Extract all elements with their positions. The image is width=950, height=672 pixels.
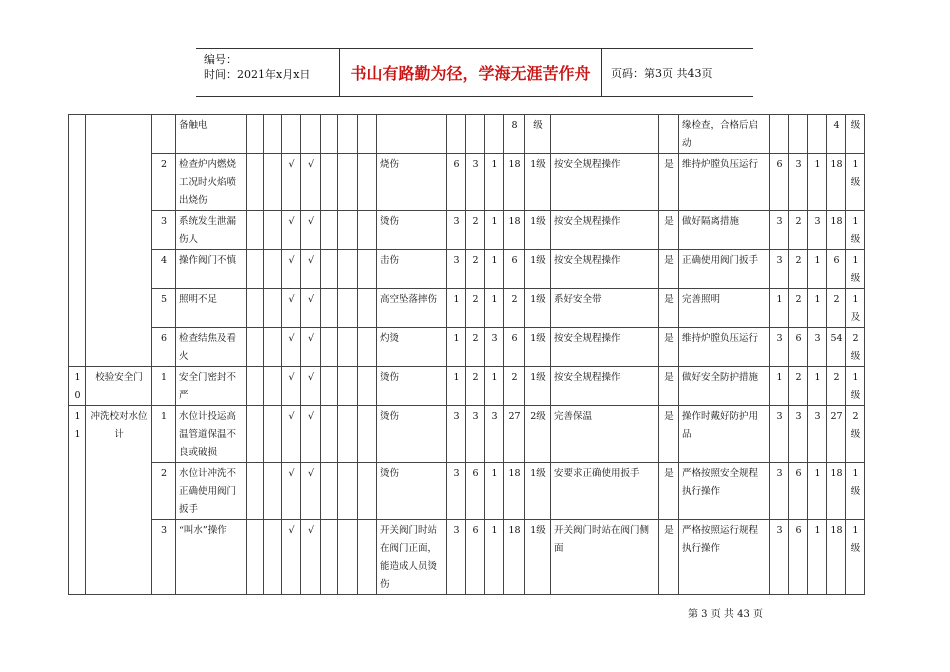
cell-measure: 系好安全带 [551, 289, 659, 328]
cell-m3: √ [282, 328, 301, 367]
cell-l2: 3 [770, 463, 789, 520]
cell-yn: 是 [659, 463, 679, 520]
cell-e: 2 [466, 367, 485, 406]
cell-level2: 1级 [846, 463, 865, 520]
cell-d: 2 [504, 367, 525, 406]
cell-l: 3 [447, 463, 466, 520]
cell-e2: 2 [789, 250, 808, 289]
cell-hazard: 备触电 [176, 115, 247, 154]
cell-m6 [338, 154, 358, 211]
cell-m7 [358, 115, 377, 154]
cell-c: 1 [485, 250, 504, 289]
cell-e: 6 [466, 520, 485, 595]
cell-yn: 是 [659, 367, 679, 406]
header-info [196, 49, 339, 96]
cell-consequence [377, 115, 447, 154]
cell-m2 [264, 250, 282, 289]
cell-consequence: 烧伤 [377, 154, 447, 211]
cell-yn: 是 [659, 211, 679, 250]
cell-d: 8 [504, 115, 525, 154]
cell-yn: 是 [659, 154, 679, 211]
cell-m3: √ [282, 520, 301, 595]
cell-yn: 是 [659, 250, 679, 289]
cell-level: 1级 [525, 463, 551, 520]
page-footer: 第 3 页 共 43 页 [688, 609, 763, 620]
cell-hazard: 水位计冲洗不正确使用阀门扳手 [176, 463, 247, 520]
cell-sub: 2 [152, 154, 176, 211]
cell-after: 严格按照运行规程执行操作 [679, 520, 770, 595]
cell-d2: 54 [827, 328, 846, 367]
cell-l: 1 [447, 328, 466, 367]
cell-m2 [264, 154, 282, 211]
cell-c2: 1 [808, 463, 827, 520]
cell-level2: 2级 [846, 328, 865, 367]
cell-l: 6 [447, 154, 466, 211]
cell-d2: 18 [827, 520, 846, 595]
cell-m4 [301, 115, 321, 154]
cell-c2: 3 [808, 328, 827, 367]
cell-e: 2 [466, 250, 485, 289]
cell-m5 [321, 250, 338, 289]
cell-level: 1级 [525, 328, 551, 367]
cell-level: 级 [525, 115, 551, 154]
cell-m2 [264, 289, 282, 328]
header-motto: 书山有路勤为径，学海无涯苦作舟 [339, 49, 602, 96]
cell-m7 [358, 250, 377, 289]
cell-m7 [358, 289, 377, 328]
table-row [69, 406, 865, 463]
cell-m3: √ [282, 154, 301, 211]
time-label: 时间：2021年x月x日 [204, 68, 311, 81]
cell-l: 1 [447, 367, 466, 406]
cell-m4: √ [301, 289, 321, 328]
cell-e2: 2 [789, 211, 808, 250]
cell-d2: 27 [827, 406, 846, 463]
cell-hazard: 照明不足 [176, 289, 247, 328]
cell-l: 3 [447, 250, 466, 289]
table-row [69, 463, 865, 520]
cell-m4: √ [301, 406, 321, 463]
table-row [69, 154, 865, 211]
cell-e2: 3 [789, 406, 808, 463]
cell-level: 1级 [525, 211, 551, 250]
cell-c: 3 [485, 328, 504, 367]
cell-level2: 1及 [846, 289, 865, 328]
cell-m6 [338, 463, 358, 520]
cell-c2: 1 [808, 520, 827, 595]
cell-m5 [321, 115, 338, 154]
cell-m1 [247, 520, 264, 595]
table-row [69, 520, 865, 595]
cell-e2: 6 [789, 463, 808, 520]
cell-m4: √ [301, 520, 321, 595]
cell-d2: 4 [827, 115, 846, 154]
cell-l2: 3 [770, 250, 789, 289]
cell-m5 [321, 289, 338, 328]
cell-m1 [247, 328, 264, 367]
cell-e: 2 [466, 289, 485, 328]
cell-hazard: 检查炉内燃烧工况时火焰喷出烧伤 [176, 154, 247, 211]
cell-m5 [321, 520, 338, 595]
cell-m3: √ [282, 406, 301, 463]
cell-m7 [358, 328, 377, 367]
cell-c2 [808, 115, 827, 154]
cell-level: 2级 [525, 406, 551, 463]
cell-c: 1 [485, 211, 504, 250]
cell-d: 6 [504, 328, 525, 367]
cell-l: 3 [447, 520, 466, 595]
cell-l2: 3 [770, 211, 789, 250]
cell-sub: 6 [152, 328, 176, 367]
cell-m7 [358, 463, 377, 520]
cell-l: 3 [447, 211, 466, 250]
cell-m1 [247, 115, 264, 154]
cell-e: 3 [466, 154, 485, 211]
cell-e: 2 [466, 211, 485, 250]
cell-c: 3 [485, 406, 504, 463]
cell-m6 [338, 367, 358, 406]
cell-seq: 11 [69, 406, 86, 595]
table-row [69, 250, 865, 289]
cell-measure: 安要求正确使用扳手 [551, 463, 659, 520]
cell-m2 [264, 463, 282, 520]
cell-d2: 18 [827, 154, 846, 211]
cell-c2: 1 [808, 250, 827, 289]
cell-consequence: 烫伤 [377, 367, 447, 406]
cell-measure: 按安全规程操作 [551, 154, 659, 211]
number-label: 编号： [204, 53, 237, 66]
cell-e2: 2 [789, 367, 808, 406]
cell-level: 1级 [525, 367, 551, 406]
cell-e2: 2 [789, 289, 808, 328]
cell-c: 1 [485, 520, 504, 595]
cell-c2: 1 [808, 154, 827, 211]
cell-e: 3 [466, 406, 485, 463]
cell-level2: 1级 [846, 211, 865, 250]
cell-sub: 3 [152, 211, 176, 250]
cell-level2: 1级 [846, 367, 865, 406]
cell-m2 [264, 328, 282, 367]
cell-hazard: 检查结焦及看火 [176, 328, 247, 367]
cell-c: 1 [485, 367, 504, 406]
cell-m7 [358, 367, 377, 406]
cell-m2 [264, 115, 282, 154]
cell-l2: 6 [770, 154, 789, 211]
cell-m7 [358, 520, 377, 595]
cell-m2 [264, 367, 282, 406]
cell-c2: 1 [808, 289, 827, 328]
cell-level: 1级 [525, 154, 551, 211]
cell-yn: 是 [659, 406, 679, 463]
cell-m3: √ [282, 367, 301, 406]
cell-d: 18 [504, 154, 525, 211]
cell-sub: 2 [152, 463, 176, 520]
cell-l2: 1 [770, 289, 789, 328]
cell-d: 6 [504, 250, 525, 289]
cell-c [485, 115, 504, 154]
cell-d: 27 [504, 406, 525, 463]
cell-measure: 按安全规程操作 [551, 250, 659, 289]
cell-level2: 2级 [846, 406, 865, 463]
cell-m6 [338, 406, 358, 463]
cell-m4: √ [301, 154, 321, 211]
cell-task: 校验安全门 [86, 367, 152, 406]
cell-m1 [247, 406, 264, 463]
cell-m1 [247, 250, 264, 289]
cell-after: 做好隔离措施 [679, 211, 770, 250]
cell-m3: √ [282, 289, 301, 328]
cell-m6 [338, 115, 358, 154]
cell-m6 [338, 520, 358, 595]
cell-m4: √ [301, 463, 321, 520]
cell-consequence: 高空坠落摔伤 [377, 289, 447, 328]
cell-m4: √ [301, 367, 321, 406]
cell-e2 [789, 115, 808, 154]
cell-d: 18 [504, 463, 525, 520]
cell-m6 [338, 289, 358, 328]
risk-assessment-table [68, 114, 865, 595]
cell-l2: 3 [770, 328, 789, 367]
cell-sub: 5 [152, 289, 176, 328]
cell-after: 维持炉膛负压运行 [679, 328, 770, 367]
cell-m3: √ [282, 211, 301, 250]
cell-m4: √ [301, 250, 321, 289]
cell-yn: 是 [659, 520, 679, 595]
cell-e [466, 115, 485, 154]
cell-d2: 6 [827, 250, 846, 289]
cell-l2: 1 [770, 367, 789, 406]
cell-hazard: 安全门密封不严 [176, 367, 247, 406]
cell-sub: 4 [152, 250, 176, 289]
cell-after: 做好安全防护措施 [679, 367, 770, 406]
cell-after: 严格按照安全规程执行操作 [679, 463, 770, 520]
cell-d: 18 [504, 211, 525, 250]
cell-c2: 1 [808, 367, 827, 406]
cell-level2: 级 [846, 115, 865, 154]
table-row [69, 115, 865, 154]
cell-measure: 按安全规程操作 [551, 367, 659, 406]
table-row [69, 289, 865, 328]
cell-l [447, 115, 466, 154]
cell-d2: 2 [827, 367, 846, 406]
cell-m4: √ [301, 211, 321, 250]
cell-m3 [282, 115, 301, 154]
cell-level2: 1级 [846, 520, 865, 595]
cell-m7 [358, 154, 377, 211]
cell-measure: 按安全规程操作 [551, 211, 659, 250]
cell-m5 [321, 211, 338, 250]
cell-sub [152, 115, 176, 154]
cell-d2: 2 [827, 289, 846, 328]
cell-c: 1 [485, 154, 504, 211]
cell-measure: 开关阀门时站在阀门侧面 [551, 520, 659, 595]
cell-sub: 1 [152, 367, 176, 406]
cell-task: 冲洗校对水位计 [86, 406, 152, 595]
cell-m2 [264, 520, 282, 595]
cell-c2: 3 [808, 406, 827, 463]
cell-m5 [321, 406, 338, 463]
cell-m6 [338, 328, 358, 367]
cell-after: 完善照明 [679, 289, 770, 328]
cell-after: 维持炉膛负压运行 [679, 154, 770, 211]
cell-m1 [247, 463, 264, 520]
cell-d: 2 [504, 289, 525, 328]
table-row [69, 211, 865, 250]
cell-consequence: 灼烫 [377, 328, 447, 367]
cell-m5 [321, 463, 338, 520]
cell-e2: 3 [789, 154, 808, 211]
cell-after: 操作时戴好防护用品 [679, 406, 770, 463]
cell-measure [551, 115, 659, 154]
cell-sub: 3 [152, 520, 176, 595]
cell-e2: 6 [789, 520, 808, 595]
cell-l: 3 [447, 406, 466, 463]
cell-c2: 3 [808, 211, 827, 250]
cell-hazard: “叫水”操作 [176, 520, 247, 595]
cell-m7 [358, 211, 377, 250]
cell-after: 缘检查，合格后启动 [679, 115, 770, 154]
cell-m1 [247, 367, 264, 406]
cell-measure: 按安全规程操作 [551, 328, 659, 367]
cell-yn: 是 [659, 328, 679, 367]
header-page-label: 页码：第3页 共43页 [611, 66, 713, 80]
cell-seq: 10 [69, 367, 86, 406]
cell-consequence: 烫伤 [377, 211, 447, 250]
cell-level: 1级 [525, 289, 551, 328]
cell-m6 [338, 211, 358, 250]
cell-level: 1级 [525, 520, 551, 595]
cell-hazard: 系统发生泄漏伤人 [176, 211, 247, 250]
cell-d: 18 [504, 520, 525, 595]
cell-m5 [321, 328, 338, 367]
cell-m1 [247, 289, 264, 328]
cell-l2 [770, 115, 789, 154]
cell-sub: 1 [152, 406, 176, 463]
cell-measure: 完善保温 [551, 406, 659, 463]
cell-m3: √ [282, 250, 301, 289]
cell-m2 [264, 406, 282, 463]
cell-consequence: 烫伤 [377, 463, 447, 520]
cell-e: 2 [466, 328, 485, 367]
cell-hazard: 操作阀门不慎 [176, 250, 247, 289]
cell-hazard: 水位计投运高温管道保温不良或破损 [176, 406, 247, 463]
cell-m2 [264, 211, 282, 250]
cell-consequence: 击伤 [377, 250, 447, 289]
cell-consequence: 烫伤 [377, 406, 447, 463]
cell-m1 [247, 211, 264, 250]
cell-level2: 1级 [846, 154, 865, 211]
cell-l2: 3 [770, 520, 789, 595]
cell-c: 1 [485, 289, 504, 328]
page-header [196, 48, 753, 97]
cell-l2: 3 [770, 406, 789, 463]
cell-m5 [321, 367, 338, 406]
cell-yn [659, 115, 679, 154]
cell-d2: 18 [827, 211, 846, 250]
cell-l: 1 [447, 289, 466, 328]
cell-m3: √ [282, 463, 301, 520]
cell-m7 [358, 406, 377, 463]
table-row [69, 367, 865, 406]
cell-consequence: 开关阀门时站在阀门正面，能造成人员烫伤 [377, 520, 447, 595]
cell-level2: 1级 [846, 250, 865, 289]
cell-m5 [321, 154, 338, 211]
cell-e: 6 [466, 463, 485, 520]
cell-m6 [338, 250, 358, 289]
cell-m4: √ [301, 328, 321, 367]
cell-c: 1 [485, 463, 504, 520]
cell-level: 1级 [525, 250, 551, 289]
cell-task [86, 115, 152, 367]
cell-e2: 6 [789, 328, 808, 367]
cell-m1 [247, 154, 264, 211]
cell-after: 正确使用阀门扳手 [679, 250, 770, 289]
table-row [69, 328, 865, 367]
cell-d2: 18 [827, 463, 846, 520]
cell-yn: 是 [659, 289, 679, 328]
cell-seq [69, 115, 86, 367]
